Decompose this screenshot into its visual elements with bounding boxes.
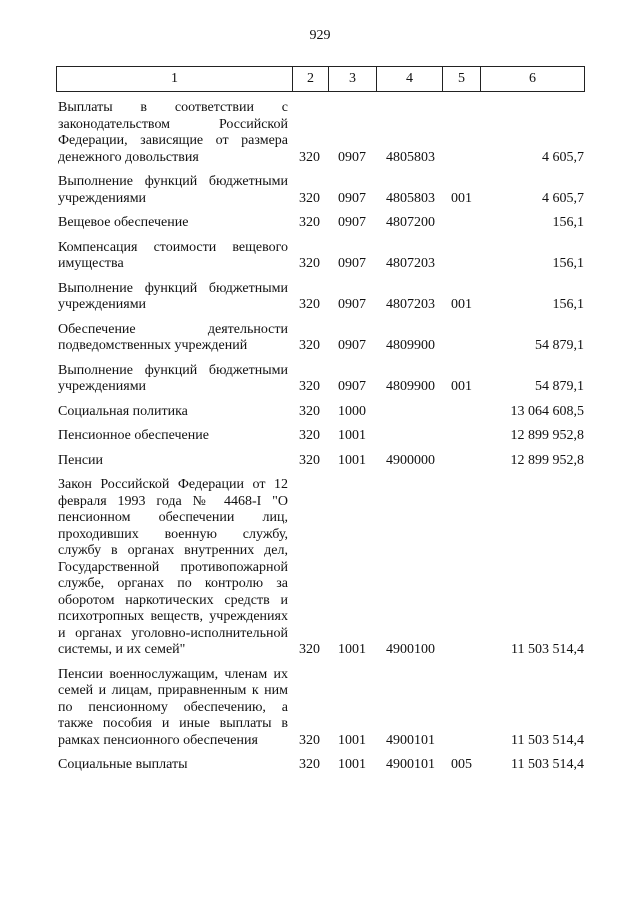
row-name: Социальная политика (58, 403, 188, 419)
row-sum: 4 605,7 (542, 149, 584, 165)
row-sum: 156,1 (552, 215, 584, 230)
row-sum: 12 899 952,8 (510, 452, 584, 468)
row-name: Выплаты в соответствии с законодательством Российской Федерации, зависящие от размера денежного довольствия (58, 100, 288, 165)
table-row (0, 428, 640, 445)
row-csr: 4900101 (386, 732, 435, 748)
column-header-name: 1 (57, 67, 293, 92)
row-sum: 11 503 514,4 (511, 732, 584, 748)
row-vr: 001 (451, 190, 472, 206)
row-sum: 4 605,7 (542, 190, 584, 206)
row-sum: 11 503 514,4 (511, 642, 584, 657)
row-vr: 001 (451, 379, 472, 394)
table-row (0, 363, 640, 396)
table-row (0, 404, 640, 421)
page-number: 929 (309, 28, 331, 43)
column-header-ved: 2 (293, 67, 329, 92)
row-rz: 0907 (338, 297, 366, 312)
row-sum: 13 064 608,5 (510, 403, 584, 419)
row-name: Пенсии военнослужащим, членам их семей и лицам, приравненным к ним по пенсионному обеспечению, а также пособия и иные выплаты в рамках пенсионного обеспечения (58, 666, 288, 748)
table-row (0, 322, 640, 355)
row-csr: 4807200 (386, 215, 435, 230)
table-row (0, 100, 640, 166)
row-csr: 4809900 (386, 379, 435, 394)
row-sum: 156,1 (552, 256, 584, 271)
row-name: Компенсация стоимости вещевого имущества (58, 239, 288, 271)
row-csr: 4805803 (386, 190, 435, 206)
row-csr: 4807203 (386, 297, 435, 312)
row-name: Выполнение функций бюджетными учреждениями (58, 280, 288, 312)
row-name: Закон Российской Федерации от 12 февраля 1993 года № 4468-I "О пенсионном обеспечении лиц, проходивших военную службу, службу в органах внутренних дел, Государственной противопожарной службе, органах по контролю за оборотом наркотических средств и психотропных веществ, учреждениях и органах уголовно-исполнительной системы, и их семей" (58, 477, 288, 657)
row-name: Выполнение функций бюджетными учреждениями (58, 174, 288, 206)
row-vr: 001 (451, 297, 472, 312)
row-rz: 1001 (338, 642, 366, 657)
row-rz: 1001 (338, 428, 366, 443)
row-rz: 0907 (338, 149, 366, 165)
budget-rows (0, 100, 640, 782)
table-row (0, 757, 640, 774)
table-row (0, 453, 640, 470)
row-vr: 005 (451, 757, 472, 772)
row-rz: 1001 (338, 452, 366, 468)
row-ved: 320 (299, 379, 320, 394)
column-header-sum: 6 (481, 67, 585, 92)
row-sum: 156,1 (552, 297, 584, 312)
table-row (0, 477, 640, 659)
row-ved: 320 (299, 256, 320, 271)
row-rz: 0907 (338, 190, 366, 206)
row-name: Выполнение функций бюджетными учреждениями (58, 362, 288, 394)
row-csr: 4900000 (386, 452, 435, 468)
column-header-csr: 4 (377, 67, 443, 92)
row-ved: 320 (299, 757, 320, 772)
table-row (0, 281, 640, 314)
column-header-vr: 5 (443, 67, 481, 92)
row-csr: 4900100 (386, 642, 435, 657)
table-row (0, 215, 640, 232)
row-sum: 54 879,1 (535, 338, 584, 353)
row-sum: 11 503 514,4 (511, 757, 584, 772)
row-name: Пенсионное обеспечение (58, 428, 209, 443)
column-header-table (56, 66, 585, 92)
row-csr: 4807203 (386, 256, 435, 271)
row-ved: 320 (299, 190, 320, 206)
row-name: Вещевое обеспечение (58, 215, 189, 230)
row-name: Социальные выплаты (58, 757, 188, 772)
row-ved: 320 (299, 338, 320, 353)
row-rz: 1001 (338, 732, 366, 748)
table-row (0, 174, 640, 207)
row-csr: 4805803 (386, 149, 435, 165)
row-rz: 0907 (338, 379, 366, 394)
row-rz: 0907 (338, 256, 366, 271)
row-rz: 0907 (338, 338, 366, 353)
row-name: Пенсии (58, 452, 104, 468)
table-row (0, 667, 640, 750)
row-ved: 320 (299, 149, 320, 165)
row-rz: 1000 (338, 403, 366, 419)
row-csr: 4900101 (386, 757, 435, 772)
row-ved: 320 (299, 297, 320, 312)
row-ved: 320 (299, 642, 320, 657)
row-ved: 320 (299, 215, 320, 230)
row-rz: 1001 (338, 757, 366, 772)
row-ved: 320 (299, 452, 320, 468)
row-sum: 54 879,1 (535, 379, 584, 394)
row-ved: 320 (299, 403, 320, 419)
column-header-rz: 3 (329, 67, 377, 92)
column-header-row (57, 67, 585, 92)
row-ved: 320 (299, 428, 320, 443)
table-row (0, 240, 640, 273)
row-name: Обеспечение деятельности подведомственных учреждений (58, 321, 288, 353)
row-ved: 320 (299, 732, 320, 748)
row-sum: 12 899 952,8 (510, 428, 584, 443)
row-rz: 0907 (338, 215, 366, 230)
row-csr: 4809900 (386, 338, 435, 353)
